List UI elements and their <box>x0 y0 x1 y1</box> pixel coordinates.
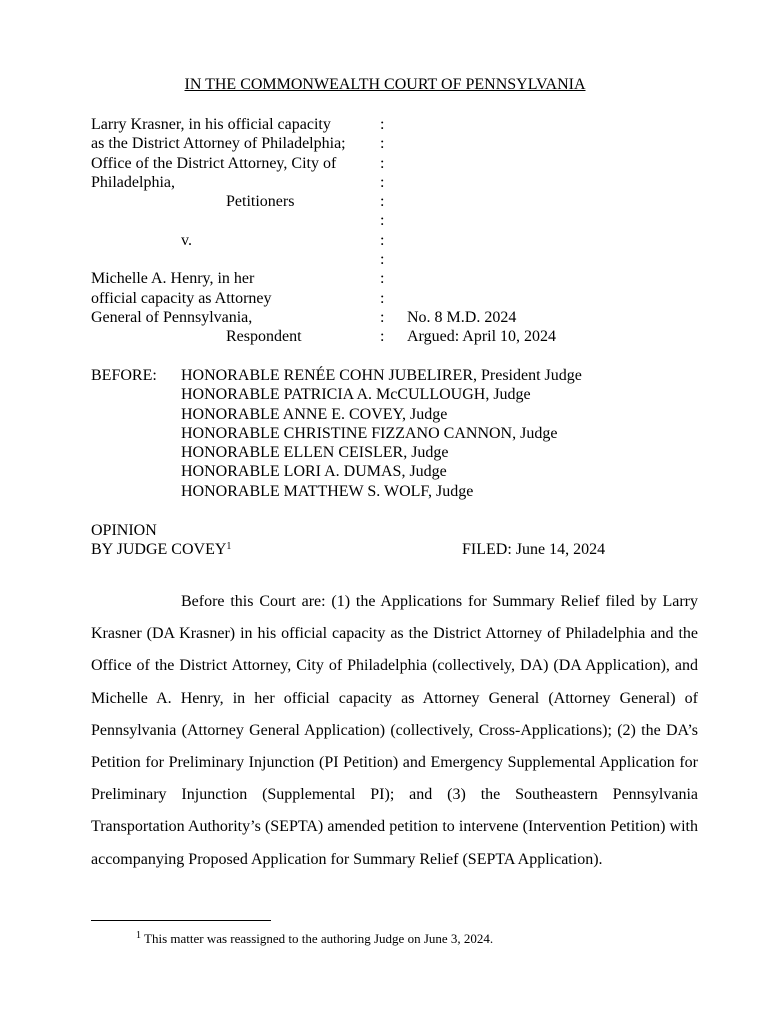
before-label: BEFORE: <box>91 367 157 384</box>
caption-separator: : <box>380 154 385 172</box>
caption-line <box>91 134 611 153</box>
court-title: IN THE COMMONWEALTH COURT OF PENNSYLVANIA <box>184 76 586 93</box>
petitioner-text: Philadelphia, <box>91 173 175 191</box>
caption-separator: : <box>380 116 385 133</box>
caption-separator: : <box>380 270 385 288</box>
opinion-body <box>91 586 698 876</box>
caption-line <box>91 327 611 346</box>
caption-line <box>91 154 611 173</box>
footnote-marker: 1 <box>136 930 141 941</box>
footnote <box>136 931 493 947</box>
caption-line <box>91 269 611 288</box>
caption-line <box>91 211 611 230</box>
judge-name: HONORABLE ELLEN CEISLER, Judge <box>181 444 449 462</box>
caption-separator: : <box>380 289 385 307</box>
respondent-text: official capacity as Attorney <box>91 289 272 307</box>
petitioner-text: Larry Krasner, in his official capacity <box>91 116 331 133</box>
judge-name: HONORABLE CHRISTINE FIZZANO CANNON, Judge <box>181 424 558 442</box>
caption-separator: : <box>380 328 385 346</box>
caption-separator: : <box>380 308 385 326</box>
opinion-author-text: BY JUDGE COVEY <box>91 541 227 559</box>
caption-line <box>91 308 611 327</box>
caption-line <box>91 250 611 269</box>
opinion-heading <box>91 521 651 560</box>
versus-text: v. <box>181 231 192 249</box>
judges-list <box>181 366 582 501</box>
argued-date: Argued: April 10, 2024 <box>407 328 557 346</box>
caption-line <box>91 231 611 250</box>
opinion-label: OPINION <box>91 522 157 539</box>
body-paragraph: Before this Court are: (1) the Applications for Summary Relief filed by Larry Krasner (DA Krasner) in his official capacity as the District Attorney of Philadelphia and the Office of the District Attorney, City of Philadelphia (collectively, DA) (DA Application), and Michelle A. Henry, in her official capacity as Attorney General (Attorney General) of Pennsylvania (Attorney General Application) (collectively, Cross-Applications); (2) the DA’s Petition for Preliminary Injunction (PI Petition) and Emergency Supplemental Application for Preliminary Injunction (Supplemental PI); and (3) the Southeastern Pennsylvania Transportation Authority’s (SEPTA) amended petition to intervene (Intervention Petition) with accompanying Proposed Application for Summary Relief (SEPTA Application). <box>91 593 698 868</box>
docket-number: No. 8 M.D. 2024 <box>407 308 517 326</box>
caption-separator: : <box>380 193 385 211</box>
caption-separator: : <box>380 231 385 249</box>
footnote-divider <box>91 920 271 921</box>
footnote-text: This matter was reassigned to the authoring Judge on June 3, 2024. <box>141 931 494 946</box>
petitioner-role: Petitioners <box>226 193 295 211</box>
judge-name: HONORABLE ANNE E. COVEY, Judge <box>181 405 448 423</box>
caption-separator: : <box>380 135 385 153</box>
caption-separator: : <box>380 251 385 269</box>
caption-line <box>91 115 611 134</box>
respondent-role: Respondent <box>226 328 302 346</box>
filed-date: FILED: June 14, 2024 <box>462 541 606 559</box>
petitioner-text: as the District Attorney of Philadelphia; <box>91 135 346 153</box>
judge-name: HONORABLE LORI A. DUMAS, Judge <box>181 463 447 481</box>
judge-name: HONORABLE PATRICIA A. McCULLOUGH, Judge <box>181 386 531 404</box>
caption-line <box>91 173 611 192</box>
caption-line <box>91 192 611 211</box>
judge-name: HONORABLE MATTHEW S. WOLF, Judge <box>181 482 474 500</box>
respondent-text: General of Pennsylvania, <box>91 308 253 326</box>
petitioner-text: Office of the District Attorney, City of <box>91 154 337 172</box>
respondent-text: Michelle A. Henry, in her <box>91 270 255 288</box>
judge-name: HONORABLE RENÉE COHN JUBELIRER, President Judge <box>181 367 582 384</box>
case-caption <box>91 115 611 347</box>
caption-separator: : <box>380 212 385 230</box>
caption-line <box>91 289 611 308</box>
footnote-ref: 1 <box>226 541 232 553</box>
caption-separator: : <box>380 173 385 191</box>
